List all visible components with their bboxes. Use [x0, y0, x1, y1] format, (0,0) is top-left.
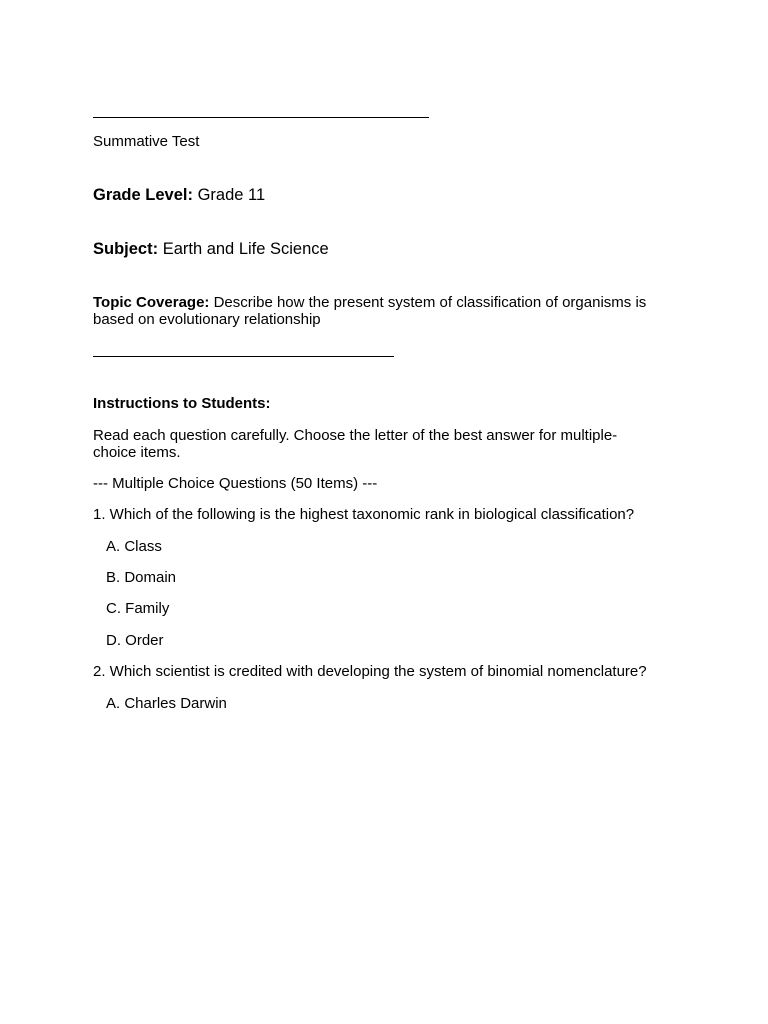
subject — [93, 240, 673, 259]
subject-value: Earth and Life Science — [162, 240, 329, 258]
topic-coverage-value: Describe how the present system of classification of organisms is based on evolutionary relationship — [93, 294, 647, 328]
question-1-option-b: B. Domain — [106, 569, 177, 586]
topic-coverage — [93, 294, 673, 328]
section-divider-line — [93, 356, 394, 357]
question-1: 1. Which of the following is the highest taxonomic rank in biological classification? — [93, 506, 635, 523]
name-blank-line — [93, 117, 429, 118]
question-2: 2. Which scientist is credited with developing the system of binomial nomenclature? — [93, 663, 647, 680]
question-1-option-d: D. Order — [106, 632, 164, 649]
subject-label: Subject: — [93, 240, 159, 258]
topic-coverage-label: Topic Coverage: — [93, 294, 210, 311]
test-type: Summative Test — [93, 133, 200, 150]
question-1-option-a: A. Class — [106, 538, 162, 555]
grade-level-value: Grade 11 — [197, 186, 266, 204]
instructions-heading: Instructions to Students: — [93, 395, 271, 412]
section-title: --- Multiple Choice Questions (50 Items) --- — [93, 475, 378, 492]
question-1-option-c: C. Family — [106, 600, 170, 617]
question-2-option-a: A. Charles Darwin — [106, 695, 227, 712]
grade-level — [93, 186, 673, 205]
instructions-text: Read each question carefully. Choose the letter of the best answer for multiple-choice items. — [93, 427, 618, 461]
grade-level-label: Grade Level: — [93, 186, 193, 204]
